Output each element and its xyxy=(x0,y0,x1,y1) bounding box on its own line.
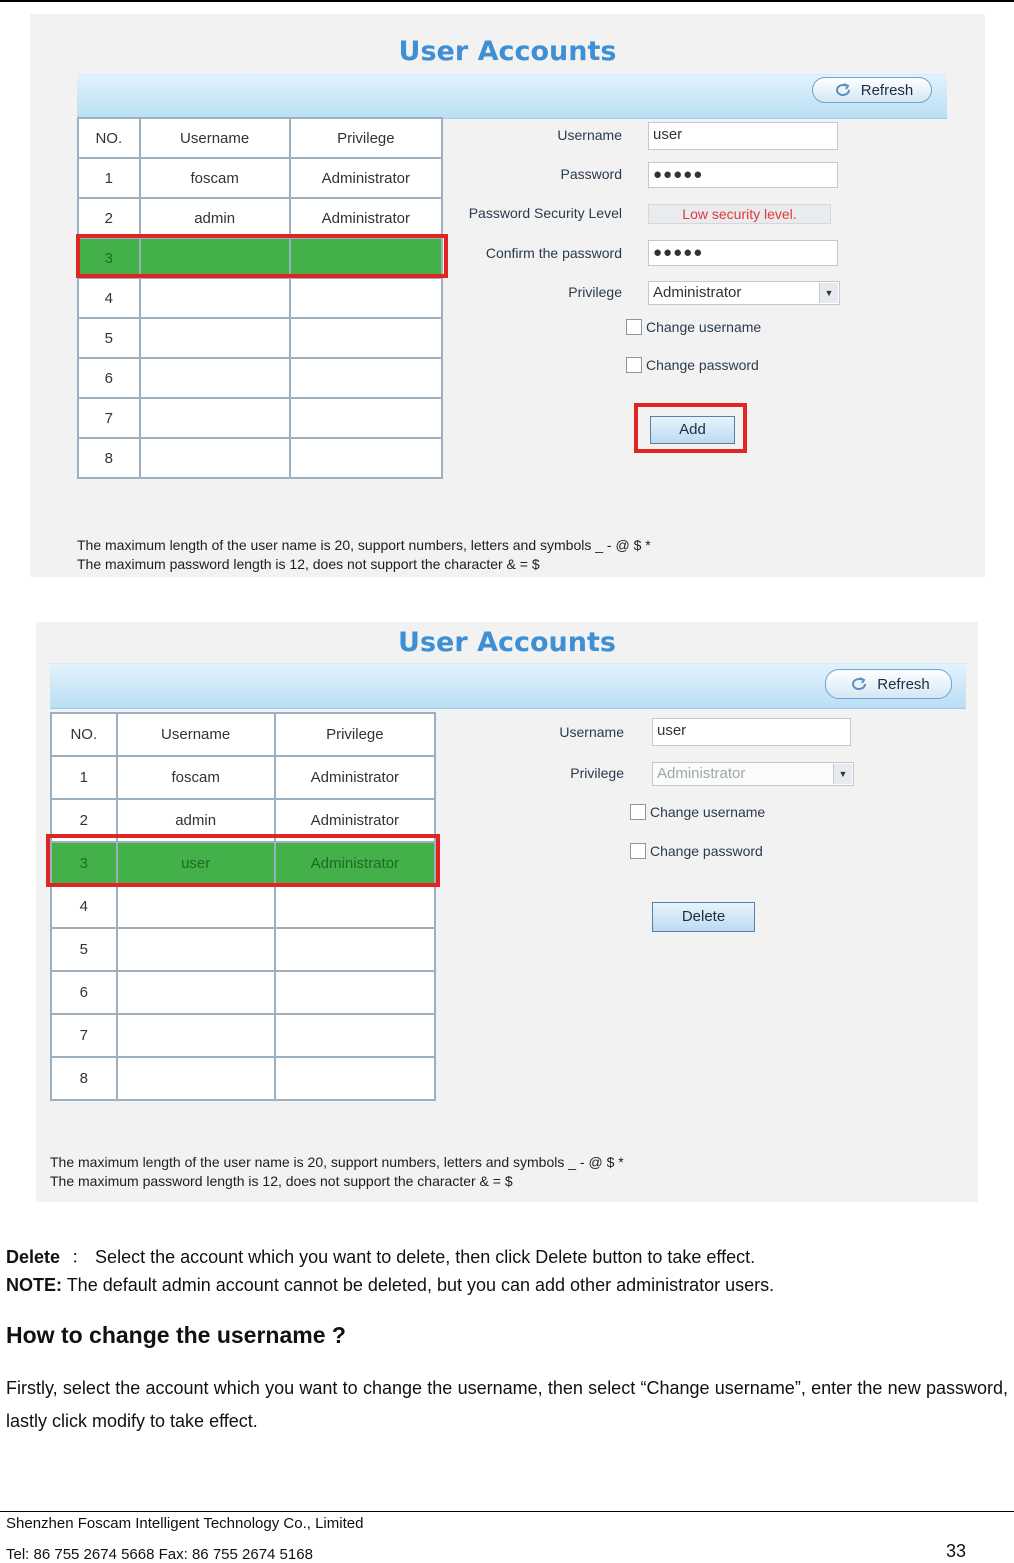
note-term: NOTE: xyxy=(6,1275,62,1295)
row-privilege xyxy=(290,278,442,318)
row-no: 6 xyxy=(78,358,140,398)
table-row[interactable] xyxy=(78,198,442,238)
row-privilege xyxy=(275,928,435,971)
row-no: 5 xyxy=(51,928,117,971)
row-username: user xyxy=(117,842,275,885)
row-username xyxy=(117,885,275,928)
accounts-table xyxy=(50,712,436,1101)
row-privilege: Administrator xyxy=(290,158,442,198)
password-rule-note: The maximum password length is 12, does not support the character & = $ xyxy=(77,556,540,572)
add-account-screenshot xyxy=(30,14,985,577)
page-title: User Accounts xyxy=(398,627,616,658)
change-username-option[interactable] xyxy=(630,804,765,820)
row-privilege xyxy=(290,398,442,438)
refresh-label: Refresh xyxy=(860,81,914,99)
note-text: The default admin account cannot be deleted, but you can add other administrator users. xyxy=(66,1275,775,1295)
refresh-icon xyxy=(831,83,853,97)
delete-term: Delete xyxy=(6,1247,61,1267)
table-header-row xyxy=(51,713,435,756)
refresh-button[interactable] xyxy=(812,77,932,103)
row-no: 8 xyxy=(51,1057,117,1100)
row-privilege: Administrator xyxy=(290,198,442,238)
row-no: 4 xyxy=(78,278,140,318)
highlight-selected-row xyxy=(46,834,440,887)
footer-company: Shenzhen Foscam Intelligent Technology Co., Limited xyxy=(6,1515,364,1532)
table-row[interactable] xyxy=(51,756,435,799)
footer-rule xyxy=(0,1511,1014,1512)
privilege-label: Privilege xyxy=(570,765,624,781)
refresh-icon xyxy=(847,677,869,691)
privilege-select[interactable] xyxy=(648,281,840,305)
row-privilege xyxy=(275,971,435,1014)
page-title: User Accounts xyxy=(398,36,617,67)
privilege-select-value: Administrator xyxy=(653,284,742,301)
row-no: 7 xyxy=(51,1014,117,1057)
table-row[interactable] xyxy=(78,358,442,398)
chevron-down-icon: ▼ xyxy=(833,764,852,784)
note-line xyxy=(6,1275,774,1296)
row-username xyxy=(117,928,275,971)
change-username-label: Change username xyxy=(646,319,762,335)
table-row[interactable] xyxy=(51,885,435,928)
row-no: 1 xyxy=(51,756,117,799)
change-password-option[interactable] xyxy=(626,357,759,373)
header-username: Username xyxy=(140,118,290,158)
row-privilege xyxy=(275,1057,435,1100)
row-privilege: Administrator xyxy=(275,756,435,799)
delete-separator: ： xyxy=(71,1247,90,1267)
chevron-down-icon: ▼ xyxy=(819,283,838,303)
table-row[interactable] xyxy=(78,438,442,478)
row-no: 4 xyxy=(51,885,117,928)
username-rule-note: The maximum length of the user name is 20, support numbers, letters and symbols _ - @ $ * xyxy=(50,1154,624,1170)
row-username: admin xyxy=(140,198,290,238)
table-row[interactable] xyxy=(78,278,442,318)
row-username xyxy=(140,398,290,438)
row-privilege xyxy=(290,438,442,478)
change-username-checkbox[interactable] xyxy=(630,804,646,820)
header-no: NO. xyxy=(78,118,140,158)
section-heading: How to change the username ? xyxy=(6,1322,346,1348)
refresh-label: Refresh xyxy=(877,675,930,693)
row-username xyxy=(140,318,290,358)
top-rule xyxy=(0,0,1014,2)
row-no: 3 xyxy=(78,238,140,278)
table-row[interactable] xyxy=(78,318,442,358)
add-button[interactable]: Add xyxy=(650,416,735,444)
header-no: NO. xyxy=(51,713,117,756)
row-username: foscam xyxy=(140,158,290,198)
privilege-select[interactable] xyxy=(652,762,854,786)
password-label: Password xyxy=(560,166,622,182)
refresh-button[interactable] xyxy=(825,669,952,699)
security-level-indicator: Low security level. xyxy=(648,204,831,224)
privilege-select-value: Administrator xyxy=(657,765,746,782)
delete-instruction xyxy=(6,1243,755,1269)
table-row[interactable] xyxy=(78,398,442,438)
table-row[interactable] xyxy=(51,1057,435,1100)
change-username-checkbox[interactable] xyxy=(626,319,642,335)
footer-contact: Tel: 86 755 2674 5668 Fax: 86 755 2674 5168 xyxy=(6,1546,313,1563)
confirm-password-label: Confirm the password xyxy=(485,245,622,261)
change-password-label: Change password xyxy=(650,843,763,859)
table-row[interactable] xyxy=(51,928,435,971)
row-no: 2 xyxy=(51,799,117,842)
row-username xyxy=(117,1014,275,1057)
row-no: 8 xyxy=(78,438,140,478)
change-password-option[interactable] xyxy=(630,843,763,859)
row-username xyxy=(140,358,290,398)
row-username xyxy=(117,1057,275,1100)
highlight-add-button xyxy=(634,403,747,453)
delete-account-screenshot xyxy=(36,622,978,1202)
row-username xyxy=(140,278,290,318)
header-username: Username xyxy=(117,713,275,756)
row-privilege: Administrator xyxy=(275,799,435,842)
row-username: foscam xyxy=(117,756,275,799)
change-password-checkbox[interactable] xyxy=(626,357,642,373)
table-row[interactable] xyxy=(51,1014,435,1057)
row-no: 6 xyxy=(51,971,117,1014)
confirm-password-input[interactable]: ●●●●● xyxy=(648,240,838,266)
username-label: Username xyxy=(557,127,622,143)
row-privilege xyxy=(290,318,442,358)
table-row[interactable] xyxy=(78,158,442,198)
change-password-checkbox[interactable] xyxy=(630,843,646,859)
privilege-label: Privilege xyxy=(568,284,622,300)
username-input[interactable]: user xyxy=(652,718,851,746)
row-privilege xyxy=(290,358,442,398)
header-privilege: Privilege xyxy=(290,118,442,158)
username-label: Username xyxy=(559,724,624,740)
row-privilege: Administrator xyxy=(275,842,435,885)
delete-text: Select the account which you want to delete, then click Delete button to take effect. xyxy=(95,1247,756,1267)
row-privilege xyxy=(275,885,435,928)
row-no: 1 xyxy=(78,158,140,198)
row-no: 3 xyxy=(51,842,117,885)
highlight-selected-row xyxy=(76,234,448,278)
row-username xyxy=(140,438,290,478)
instruction-paragraph: Firstly, select the account which you want to change the username, then select “Change username”, enter the new password, lastly click modify to take effect. xyxy=(6,1378,1008,1431)
table-header-row xyxy=(78,118,442,158)
username-rule-note: The maximum length of the user name is 20, support numbers, letters and symbols _ - @ $ * xyxy=(77,537,651,553)
security-level-label: Password Security Level xyxy=(468,205,622,221)
password-rule-note: The maximum password length is 12, does not support the character & = $ xyxy=(50,1173,513,1189)
change-password-label: Change password xyxy=(646,357,759,373)
change-username-option[interactable] xyxy=(626,319,761,335)
page-number: 33 xyxy=(946,1541,967,1561)
delete-button[interactable]: Delete xyxy=(652,902,755,932)
row-username xyxy=(117,971,275,1014)
row-no: 5 xyxy=(78,318,140,358)
accounts-table xyxy=(77,117,443,479)
row-no: 7 xyxy=(78,398,140,438)
table-row[interactable] xyxy=(51,971,435,1014)
username-input[interactable]: user xyxy=(648,122,838,150)
row-username: admin xyxy=(117,799,275,842)
password-input[interactable]: ●●●●● xyxy=(648,162,838,188)
change-username-label: Change username xyxy=(650,804,766,820)
row-no: 2 xyxy=(78,198,140,238)
header-privilege: Privilege xyxy=(275,713,435,756)
row-privilege xyxy=(275,1014,435,1057)
